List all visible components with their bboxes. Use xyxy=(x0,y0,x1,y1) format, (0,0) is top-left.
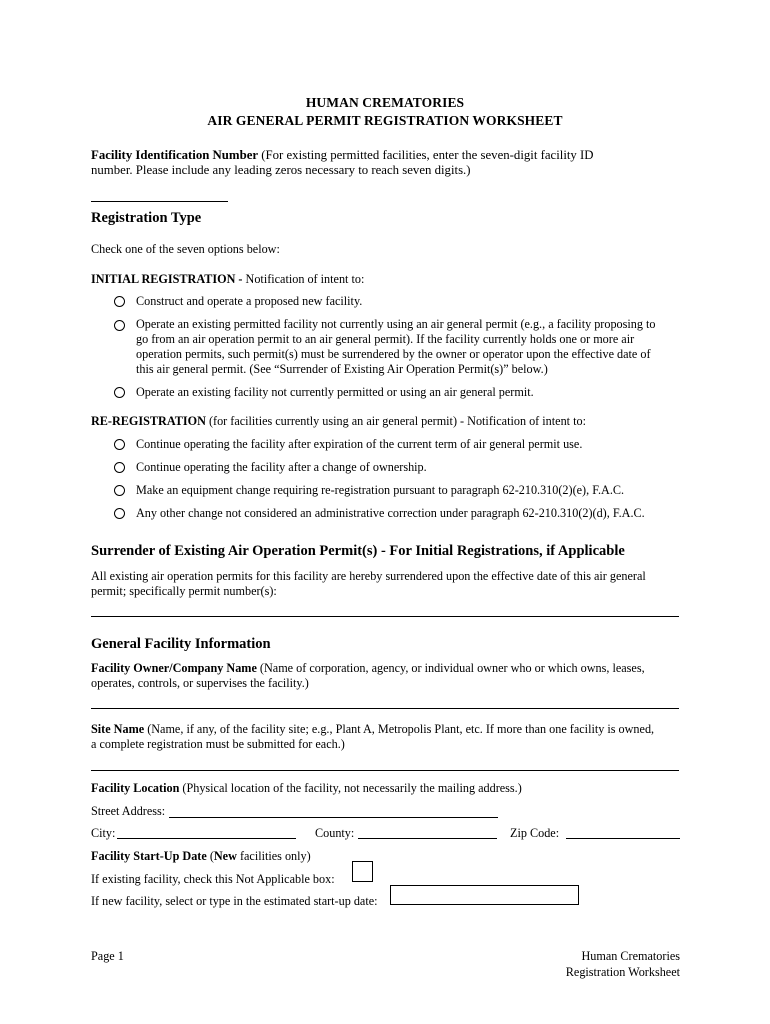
doc-title-line1: HUMAN CREMATORIES xyxy=(305,95,465,110)
footer-title: Human Crematories Registration Worksheet xyxy=(565,949,680,979)
page-number: Page 1 xyxy=(91,949,124,963)
surrender-description: All existing air operation permits for this facility are hereby surrendered upon the effective date of this air general permit; specifically permit number(s): xyxy=(91,569,646,598)
option-continue-after-expiration-label: Continue operating the facility after expiration of the current term of air general permit use. xyxy=(136,437,583,451)
facility-id-label: Facility Identification Number xyxy=(91,148,259,162)
startup-date-label: If new facility, select or type in the estimated start-up date: xyxy=(91,894,378,908)
radio-operate-existing-unpermitted[interactable] xyxy=(114,387,125,398)
street-address-label: Street Address: xyxy=(91,804,166,818)
zip-label: Zip Code: xyxy=(510,826,560,840)
county-label: County: xyxy=(315,826,355,840)
zip-field[interactable] xyxy=(566,838,680,839)
county-field[interactable] xyxy=(358,838,497,839)
reregistration-heading: RE-REGISTRATION (for facilities currently using an air general permit) - Notification of intent to: xyxy=(91,414,586,428)
option-change-of-ownership-label: Continue operating the facility after a change of ownership. xyxy=(136,460,427,474)
startup-date-heading: Facility Start-Up Date (New facilities only) xyxy=(91,849,311,863)
option-construct-new-label: Construct and operate a proposed new facility. xyxy=(136,294,363,308)
location-description: Facility Location (Physical location of the facility, not necessarily the mailing address.) xyxy=(91,781,522,795)
initial-registration-heading: INITIAL REGISTRATION - Notification of intent to: xyxy=(91,272,365,286)
city-label: City: xyxy=(91,826,116,840)
not-applicable-checkbox[interactable] xyxy=(352,861,373,882)
registration-type-heading: Registration Type xyxy=(91,210,202,226)
radio-other-change[interactable] xyxy=(114,508,125,519)
doc-title-line2: AIR GENERAL PERMIT REGISTRATION WORKSHEET xyxy=(207,113,563,128)
city-field[interactable] xyxy=(117,838,296,839)
startup-date-input[interactable] xyxy=(390,885,579,905)
site-name-field[interactable] xyxy=(91,770,679,771)
option-operate-existing-unpermitted-label: Operate an existing facility not currently permitted or using an air general permit. xyxy=(136,385,534,399)
not-applicable-label: If existing facility, check this Not Applicable box: xyxy=(91,872,335,886)
option-other-change-label: Any other change not considered an administrative correction under paragraph 62-210.310(2)(d), F.A.C. xyxy=(136,506,645,520)
radio-operate-existing-permitted[interactable] xyxy=(114,320,125,331)
radio-change-of-ownership[interactable] xyxy=(114,462,125,473)
street-address-field[interactable] xyxy=(169,817,498,818)
option-operate-existing-permitted-label: Operate an existing permitted facility not currently using an air general permit (e.g., a facility proposing to go from an air operation permit to an air general permit). If the facility currently holds one or more air operation permits, such permit(s) must be surrendered by the owner or operator upon the effective date of this air general permit. (See “Surrender of Existing Air Operation Permit(s)” below.) xyxy=(136,317,656,376)
radio-construct-new[interactable] xyxy=(114,296,125,307)
radio-equipment-change[interactable] xyxy=(114,485,125,496)
general-info-heading: General Facility Information xyxy=(91,636,271,652)
facility-id-description: Facility Identification Number (For existing permitted facilities, enter the seven-digit facility ID number. Please include any leading zeros necessary to reach seven digits.) xyxy=(91,148,594,177)
owner-name-field[interactable] xyxy=(91,708,679,709)
site-description: Site Name (Name, if any, of the facility site; e.g., Plant A, Metropolis Plant, etc. If more than one facility is owned, a complete registration must be submitted for each.) xyxy=(91,722,655,751)
registration-instruction: Check one of the seven options below: xyxy=(91,242,280,256)
surrender-heading: Surrender of Existing Air Operation Permit(s) - For Initial Registrations, if Applicable xyxy=(91,543,625,559)
surrender-permit-numbers-field[interactable] xyxy=(91,616,679,617)
facility-id-field[interactable] xyxy=(91,201,228,202)
option-equipment-change-label: Make an equipment change requiring re-registration pursuant to paragraph 62-210.310(2)(e), F.A.C. xyxy=(136,483,625,497)
owner-description: Facility Owner/Company Name (Name of corporation, agency, or individual owner who or which owns, leases, operates, controls, or supervises the facility.) xyxy=(91,661,645,690)
radio-continue-after-expiration[interactable] xyxy=(114,439,125,450)
